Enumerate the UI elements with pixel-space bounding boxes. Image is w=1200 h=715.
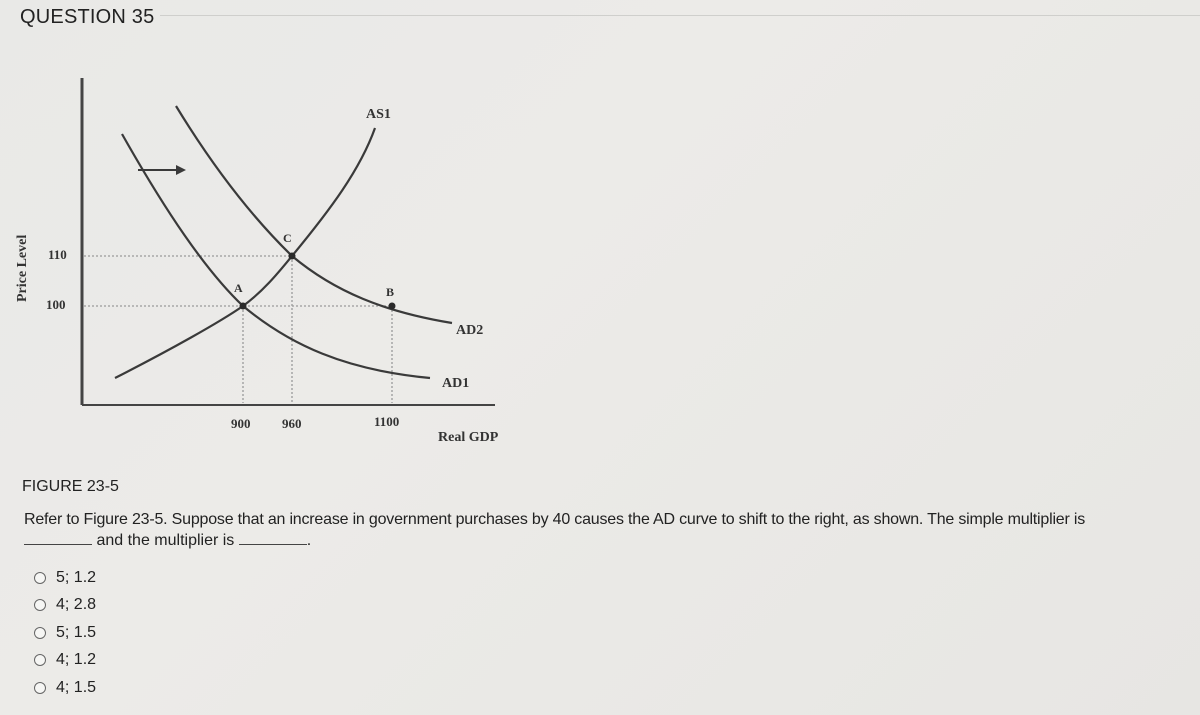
point-b-marker [389, 303, 396, 310]
y-axis-label: Price Level [15, 234, 30, 302]
ad1-label: AD1 [442, 376, 470, 391]
option-label: 4; 1.2 [56, 651, 97, 669]
option-2[interactable] [34, 592, 96, 620]
point-b-label: B [386, 285, 395, 299]
x-tick-960: 960 [282, 416, 302, 431]
point-c-label: C [283, 231, 292, 245]
option-4[interactable] [34, 647, 96, 675]
figure-caption: FIGURE 23-5 [22, 478, 119, 495]
reference-lines [84, 256, 395, 403]
question-line-2-end: . [306, 532, 312, 549]
x-tick-1100: 1100 [374, 414, 400, 429]
x-axis-label: Real GDP [438, 430, 499, 445]
shift-arrowhead [176, 165, 186, 175]
question-line-2-text: and the multiplier is [96, 532, 235, 549]
question-title: QUESTION 35 [20, 6, 155, 28]
option-label: 4; 2.8 [56, 596, 97, 614]
answer-blank-2 [239, 530, 307, 545]
ad2-curve [176, 106, 452, 323]
radio-button[interactable] [34, 627, 46, 639]
option-5[interactable] [34, 674, 96, 702]
ad2-label: AD2 [456, 323, 484, 338]
question-line-2 [24, 530, 1194, 551]
point-c-marker [289, 253, 296, 260]
option-1[interactable] [34, 564, 96, 592]
question-line-1: Refer to Figure 23-5. Suppose that an increase in government purchases by 40 causes the AD curve to shift to the right, as shown. The simple multiplier is [24, 511, 1086, 528]
option-label: 5; 1.5 [56, 623, 97, 641]
radio-button[interactable] [34, 654, 46, 666]
option-label: 5; 1.2 [56, 568, 97, 586]
question-text [24, 509, 1194, 551]
radio-button[interactable] [34, 599, 46, 611]
point-a-label: A [234, 281, 243, 295]
radio-button[interactable] [34, 682, 46, 694]
point-a-marker [240, 303, 247, 310]
y-tick-110: 110 [48, 247, 67, 262]
option-label: 4; 1.5 [56, 678, 97, 696]
radio-button[interactable] [34, 572, 46, 584]
x-tick-900: 900 [231, 416, 251, 431]
answer-options [34, 564, 96, 702]
as1-curve [115, 128, 375, 378]
as1-label: AS1 [366, 107, 391, 122]
option-3[interactable] [34, 619, 96, 647]
y-tick-100: 100 [46, 297, 66, 312]
answer-blank-1 [24, 530, 92, 545]
